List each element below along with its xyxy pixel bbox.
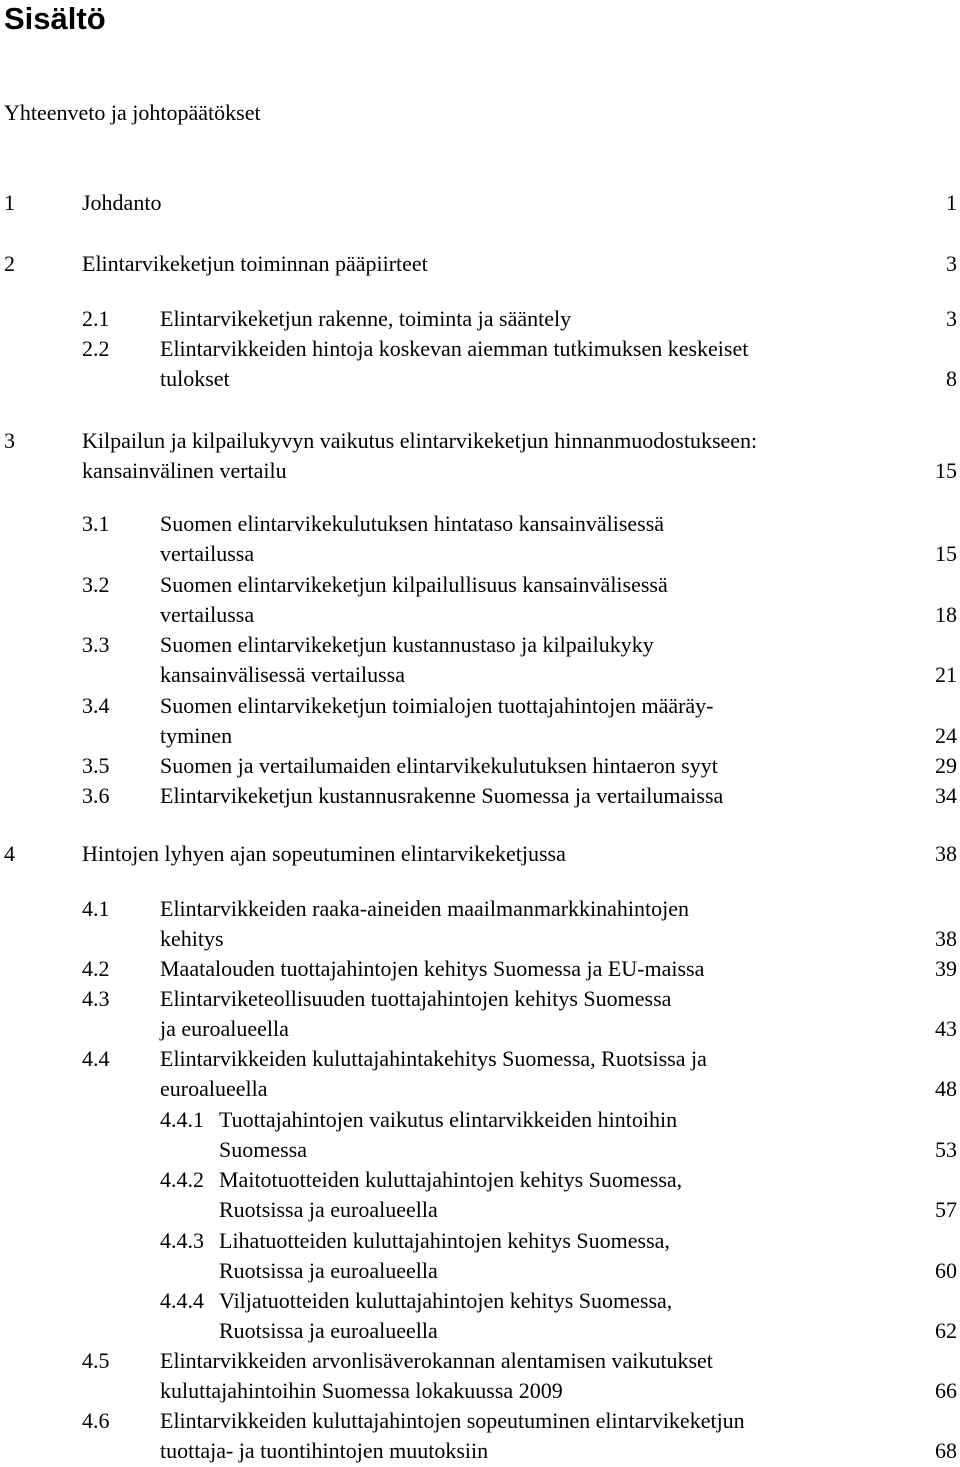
toc-number: 3.3 bbox=[82, 632, 110, 657]
toc-title: Elintarvikeketjun kustannusrakenne Suomessa ja vertailumaissa bbox=[160, 783, 724, 808]
toc-number: 4.4.4 bbox=[160, 1288, 204, 1313]
toc-title: Viljatuotteiden kuluttajahintojen kehitys Suomessa, Ruotsissa ja euroalueella bbox=[219, 1288, 673, 1343]
toc-number: 4.1 bbox=[82, 896, 110, 921]
page-title: Sisältö bbox=[4, 1, 106, 36]
toc-page: 1 bbox=[946, 190, 957, 215]
toc-title: Elintarvikkeiden arvonlisäverokannan alentamisen vaikutukset kuluttajahintoihin Suomessa lokakuussa 2009 bbox=[160, 1348, 713, 1403]
toc-title: Maatalouden tuottajahintojen kehitys Suomessa ja EU-maissa bbox=[160, 956, 705, 981]
toc-title: Tuottajahintojen vaikutus elintarvikkeiden hintoihin Suomessa bbox=[219, 1107, 678, 1162]
toc-page: 15 bbox=[935, 458, 957, 483]
toc-number: 3.4 bbox=[82, 693, 110, 718]
toc-page: 24 bbox=[935, 723, 957, 748]
toc-page: 39 bbox=[935, 956, 957, 981]
toc-number: 4.4 bbox=[82, 1046, 110, 1071]
toc-page: 53 bbox=[935, 1137, 957, 1162]
toc-page: 43 bbox=[935, 1016, 957, 1041]
toc-page: 3 bbox=[946, 306, 957, 331]
toc-page: 18 bbox=[935, 602, 957, 627]
toc-number: 2.2 bbox=[82, 336, 110, 361]
toc-title: Elintarvikkeiden kuluttajahintojen sopeutuminen elintarvikeketjun tuottaja- ja tuontihintojen muutoksiin bbox=[160, 1408, 745, 1463]
toc-page: 15 bbox=[935, 541, 957, 566]
toc-number: 4.6 bbox=[82, 1408, 110, 1433]
toc-number: 2.1 bbox=[82, 306, 110, 331]
toc-title: Suomen elintarvikeketjun kilpailullisuus kansainvälisessä vertailussa bbox=[160, 572, 668, 627]
toc-title: Elintarvikkeiden kuluttajahintakehitys Suomessa, Ruotsissa ja euroalueella bbox=[160, 1046, 707, 1101]
toc-title: Lihatuotteiden kuluttajahintojen kehitys Suomessa, Ruotsissa ja euroalueella bbox=[219, 1228, 670, 1283]
toc-number: 4 bbox=[4, 841, 15, 866]
toc-title: Kilpailun ja kilpailukyvyn vaikutus elintarvikeketjun hinnanmuodostukseen: kansainvälinen vertailu bbox=[82, 428, 758, 483]
toc-title: Johdanto bbox=[82, 190, 162, 215]
toc-page: 48 bbox=[935, 1076, 957, 1101]
toc-number: 3.6 bbox=[82, 783, 110, 808]
toc-title: Suomen ja vertailumaiden elintarvikekulutuksen hintaeron syyt bbox=[160, 753, 718, 778]
toc-number: 4.5 bbox=[82, 1348, 110, 1373]
toc-number: 4.3 bbox=[82, 986, 110, 1011]
toc-number: 3.1 bbox=[82, 511, 110, 536]
toc-number: 4.4.1 bbox=[160, 1107, 204, 1132]
toc-title: Elintarviketeollisuuden tuottajahintojen kehitys Suomessa ja euroalueella bbox=[160, 986, 672, 1041]
toc-page: 62 bbox=[935, 1318, 957, 1343]
toc-number: 4.4.3 bbox=[160, 1228, 204, 1253]
toc-number: 4.4.2 bbox=[160, 1167, 204, 1192]
toc-title: Maitotuotteiden kuluttajahintojen kehitys Suomessa, Ruotsissa ja euroalueella bbox=[219, 1167, 683, 1222]
toc-page: 8 bbox=[946, 366, 957, 391]
summary-entry[interactable]: Yhteenveto ja johtopäätökset bbox=[4, 100, 261, 125]
toc-page: 68 bbox=[935, 1438, 957, 1463]
toc-number: 1 bbox=[4, 190, 15, 215]
toc-number: 3 bbox=[4, 428, 15, 453]
toc-page: 21 bbox=[935, 662, 957, 687]
toc-title: Elintarvikeketjun toiminnan pääpiirteet bbox=[82, 251, 428, 276]
toc-page: 60 bbox=[935, 1258, 957, 1283]
toc-title: Suomen elintarvikekulutuksen hintataso kansainvälisessä vertailussa bbox=[160, 511, 665, 566]
toc-title: Elintarvikkeiden hintoja koskevan aiemman tutkimuksen keskeiset tulokset bbox=[160, 336, 749, 391]
toc-number: 3.5 bbox=[82, 753, 110, 778]
toc-page: 38 bbox=[935, 841, 957, 866]
toc-number: 4.2 bbox=[82, 956, 110, 981]
toc-page: 38 bbox=[935, 926, 957, 951]
toc-page: 57 bbox=[935, 1197, 957, 1222]
toc-title: Suomen elintarvikeketjun kustannustaso ja kilpailukyky kansainvälisessä vertailussa bbox=[160, 632, 654, 687]
toc-page: 66 bbox=[935, 1378, 957, 1403]
toc-page: 29 bbox=[935, 753, 957, 778]
toc-title: Suomen elintarvikeketjun toimialojen tuottajahintojen määräy- tyminen bbox=[160, 693, 714, 748]
toc-title: Hintojen lyhyen ajan sopeutuminen elintarvikeketjussa bbox=[82, 841, 566, 866]
toc-title: Elintarvikeketjun rakenne, toiminta ja sääntely bbox=[160, 306, 572, 331]
toc-page: 34 bbox=[935, 783, 957, 808]
toc-number: 3.2 bbox=[82, 572, 110, 597]
toc-title: Elintarvikkeiden raaka-aineiden maailmanmarkkinahintojen kehitys bbox=[160, 896, 690, 951]
toc-number: 2 bbox=[4, 251, 15, 276]
toc-page: 3 bbox=[946, 251, 957, 276]
